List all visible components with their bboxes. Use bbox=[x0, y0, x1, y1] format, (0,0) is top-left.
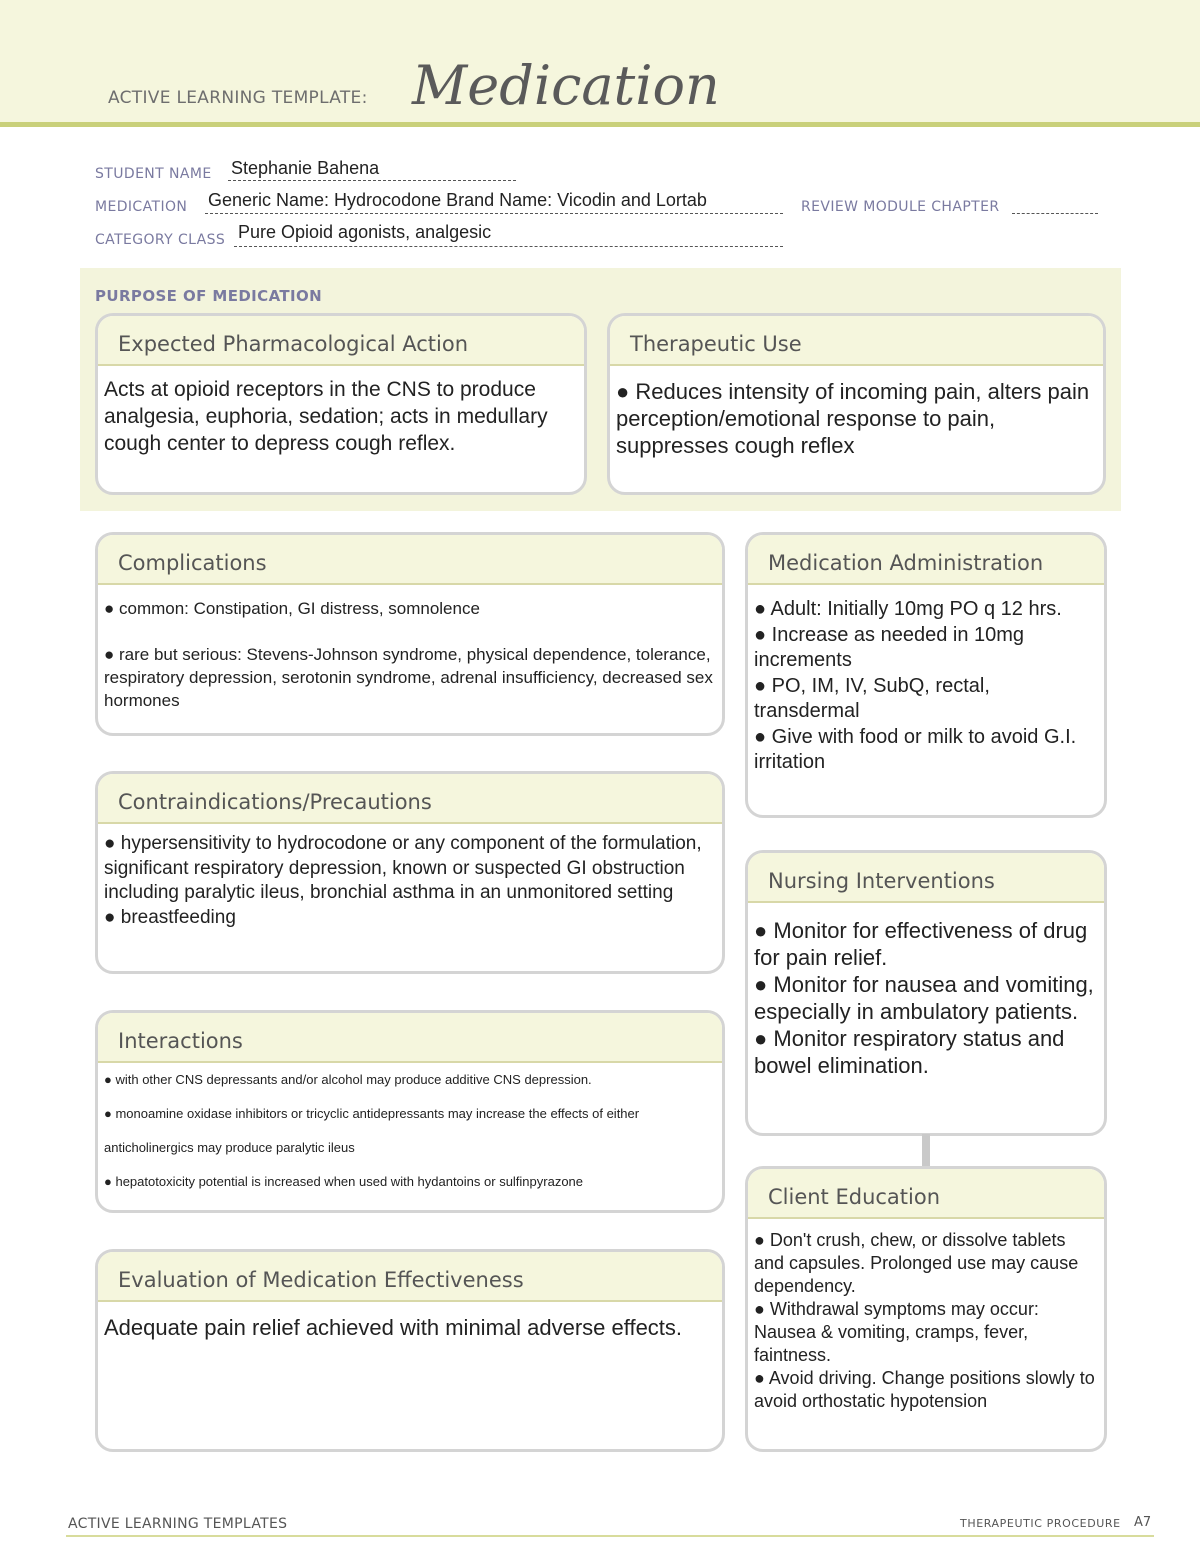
evaluation-title: Evaluation of Medication Effectiveness bbox=[98, 1252, 722, 1302]
header-rule bbox=[0, 122, 1200, 127]
review-module-line bbox=[1012, 213, 1098, 214]
complications-item[interactable]: ● rare but serious: Stevens-Johnson syndrome, physical dependence, tolerance, respiratory depression, serotonin syndrome, adrenal insufficiency, decreased sex hormones bbox=[104, 645, 713, 710]
contraindications-item[interactable]: ● hypersensitivity to hydrocodone or any component of the formulation, significant respiratory depression, known or suspected GI obstruction including paralytic ileus, bronchial asthma in an unmonitored setting bbox=[104, 833, 702, 903]
client-education-item[interactable]: ● Don't crush, chew, or dissolve tablets and capsules. Prolonged use may cause dependency. bbox=[754, 1230, 1079, 1296]
purpose-label: PURPOSE OF MEDICATION bbox=[95, 287, 323, 305]
therapeutic-use-text[interactable]: ● Reduces intensity of incoming pain, alters pain perception/emotional response to pain, suppresses cough reflex bbox=[616, 379, 1090, 458]
client-education-item[interactable]: ● Avoid driving. Change positions slowly to avoid orthostatic hypotension bbox=[754, 1368, 1095, 1411]
interactions-item[interactable]: ● with other CNS depressants and/or alcohol may produce additive CNS depression. bbox=[104, 1072, 592, 1087]
footer-right: THERAPEUTIC PROCEDURE bbox=[960, 1517, 1121, 1530]
contraindications-item[interactable]: ● breastfeeding bbox=[104, 906, 236, 928]
contraindications-box bbox=[95, 771, 725, 974]
administration-box bbox=[745, 532, 1107, 818]
administration-item[interactable]: ● PO, IM, IV, SubQ, rectal, transdermal bbox=[754, 674, 990, 722]
review-module-label: REVIEW MODULE CHAPTER bbox=[801, 199, 1000, 215]
category-class-label: CATEGORY CLASS bbox=[95, 232, 226, 248]
expected-action-box bbox=[95, 313, 587, 495]
student-name-line bbox=[228, 180, 516, 181]
complications-box bbox=[95, 532, 725, 736]
footer-rule bbox=[66, 1535, 1154, 1537]
nursing-title: Nursing Interventions bbox=[748, 853, 1104, 903]
evaluation-box bbox=[95, 1249, 725, 1452]
contraindications-title: Contraindications/Precautions bbox=[98, 774, 722, 824]
nursing-item[interactable]: ● Monitor for effectiveness of drug for pain relief. bbox=[754, 918, 1088, 970]
student-name-field[interactable]: Stephanie Bahena bbox=[231, 158, 380, 178]
therapeutic-use-box bbox=[607, 313, 1106, 495]
administration-item[interactable]: ● Adult: Initially 10mg PO q 12 hrs. bbox=[754, 598, 1062, 620]
connector-bar bbox=[922, 1134, 930, 1166]
interactions-item[interactable]: anticholinergics may produce paralytic ileus bbox=[104, 1140, 355, 1155]
client-education-item[interactable]: ● Withdrawal symptoms may occur: Nausea & vomiting, cramps, fever, faintness. bbox=[754, 1299, 1039, 1365]
interactions-item[interactable]: ● hepatotoxicity potential is increased when used with hydantoins or sulfinpyrazone bbox=[104, 1174, 584, 1189]
administration-item[interactable]: ● Increase as needed in 10mg increments bbox=[754, 623, 1025, 671]
medication-label: MEDICATION bbox=[95, 199, 188, 215]
complications-title: Complications bbox=[98, 535, 722, 585]
interactions-box bbox=[95, 1010, 725, 1213]
administration-title: Medication Administration bbox=[748, 535, 1104, 585]
therapeutic-use-title: Therapeutic Use bbox=[610, 316, 1103, 366]
nursing-item[interactable]: ● Monitor respiratory status and bowel elimination. bbox=[754, 1026, 1065, 1078]
nursing-item[interactable]: ● Monitor for nausea and vomiting, especially in ambulatory patients. bbox=[754, 972, 1094, 1024]
nursing-box bbox=[745, 850, 1107, 1136]
client-education-box bbox=[745, 1166, 1107, 1452]
category-class-line bbox=[234, 246, 783, 247]
student-name-label: STUDENT NAME bbox=[95, 166, 212, 182]
template-label: ACTIVE LEARNING TEMPLATE: bbox=[108, 88, 368, 108]
administration-item[interactable]: ● Give with food or milk to avoid G.I. irritation bbox=[754, 725, 1077, 773]
page-title: Medication bbox=[412, 54, 720, 117]
complications-item[interactable]: ● common: Constipation, GI distress, somnolence bbox=[104, 599, 480, 618]
medication-field[interactable]: Generic Name: Hydrocodone Brand Name: Vicodin and Lortab bbox=[208, 190, 707, 210]
evaluation-text[interactable]: Adequate pain relief achieved with minimal adverse effects. bbox=[104, 1315, 683, 1340]
footer-left: ACTIVE LEARNING TEMPLATES bbox=[68, 1516, 288, 1532]
category-class-field[interactable]: Pure Opioid agonists, analgesic bbox=[238, 222, 492, 242]
expected-action-text[interactable]: Acts at opioid receptors in the CNS to produce analgesia, euphoria, sedation; acts in medullary cough center to depress cough reflex. bbox=[104, 378, 548, 455]
medication-line bbox=[205, 213, 783, 214]
expected-action-title: Expected Pharmacological Action bbox=[98, 316, 584, 366]
interactions-title: Interactions bbox=[98, 1013, 722, 1063]
client-education-title: Client Education bbox=[748, 1169, 1104, 1219]
page-number: A7 bbox=[1134, 1515, 1152, 1530]
interactions-item[interactable]: ● monoamine oxidase inhibitors or tricyclic antidepressants may increase the effects of either bbox=[104, 1106, 640, 1121]
